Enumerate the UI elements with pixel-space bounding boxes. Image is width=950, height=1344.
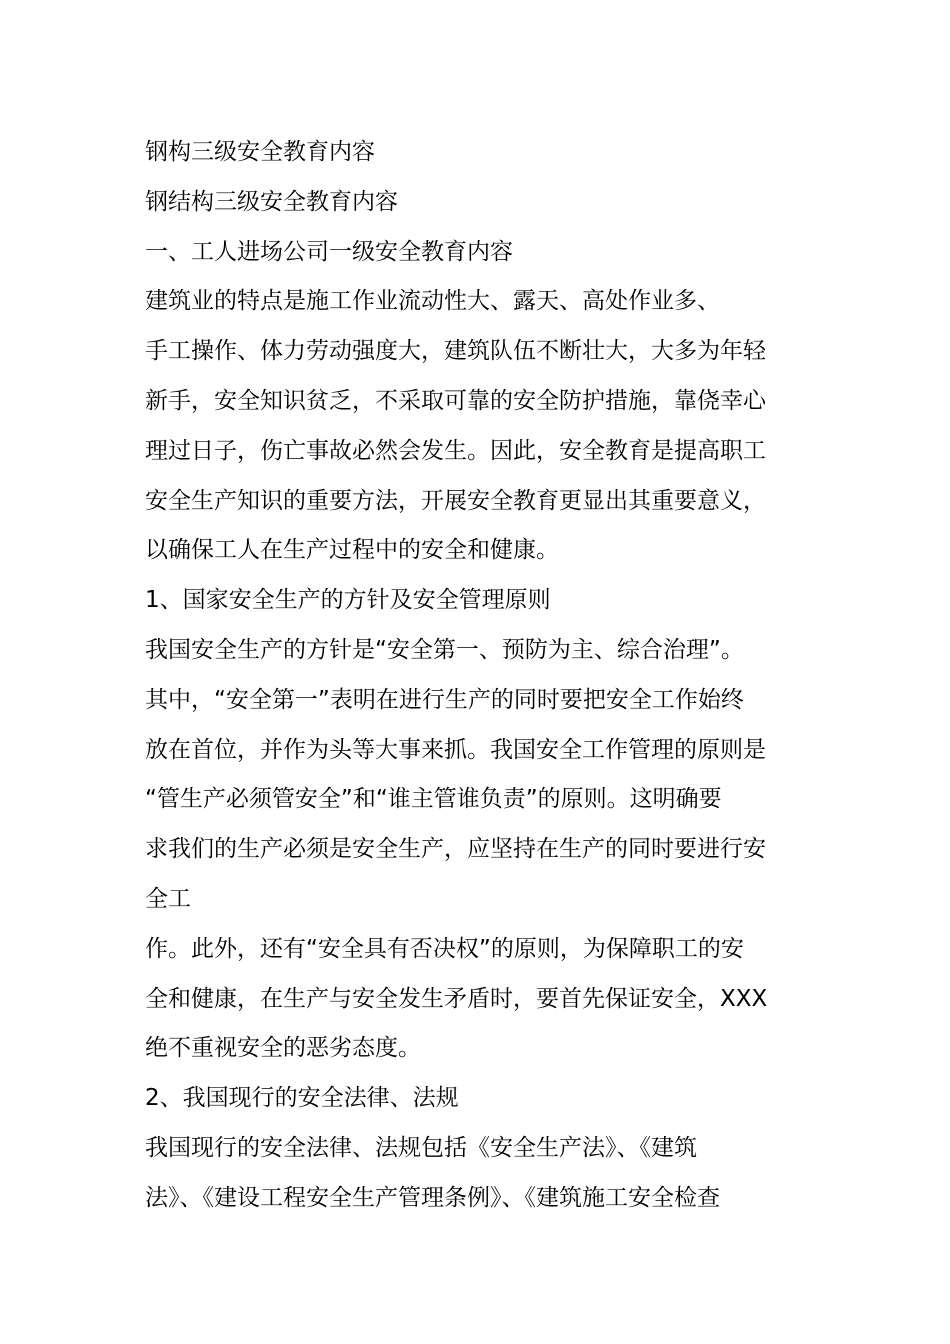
paragraph-line: 其中，“安全第一”表明在进行生产的同时要把安全工作始终 xyxy=(145,686,744,713)
subsection-heading-2: 2、我国现行的安全法律、法规 xyxy=(145,1085,459,1112)
document-title: 钢构三级安全教育内容 xyxy=(145,139,375,165)
paragraph-line: 新手，安全知识贫乏，不采取可靠的安全防护措施，靠侥幸心 xyxy=(145,387,766,414)
paragraph-line: 手工操作、体力劳动强度大，建筑队伍不断壮大，大多为年轻 xyxy=(145,338,766,365)
section-heading-1: 一、工人进场公司一级安全教育内容 xyxy=(145,238,513,265)
subsection-heading-1: 1、国家安全生产的方针及安全管理原则 xyxy=(145,587,551,614)
paragraph-line: 以确保工人在生产过程中的安全和健康。 xyxy=(145,537,559,564)
paragraph-line: 全和健康，在生产与安全发生矛盾时，要首先保证安全，XXX xyxy=(145,985,768,1012)
paragraph-line: 建筑业的特点是施工作业流动性大、露天、高处作业多、 xyxy=(145,288,720,315)
paragraph-line: 我国现行的安全法律、法规包括《安全生产法》、《建筑 xyxy=(145,1134,697,1161)
document-body xyxy=(145,128,815,1224)
paragraph-line: 全工 xyxy=(145,885,191,912)
paragraph-line: 安全生产知识的重要方法，开展安全教育更显出其重要意义， xyxy=(145,487,766,514)
paragraph-line: 放在首位，并作为头等大事来抓。我国安全工作管理的原则是 xyxy=(145,736,766,763)
paragraph-line: 我国安全生产的方针是“安全第一、预防为主、综合治理”。 xyxy=(145,636,744,663)
paragraph-line: 作。此外，还有“安全具有否决权”的原则，为保障职工的安 xyxy=(145,935,744,962)
paragraph-line: “管生产必须管安全”和“谁主管谁负责”的原则。这明确要 xyxy=(145,786,722,813)
paragraph-line: 求我们的生产必须是安全生产，应坚持在生产的同时要进行安 xyxy=(145,836,766,863)
paragraph-line: 绝不重视安全的恶劣态度。 xyxy=(145,1035,421,1062)
document-subtitle: 钢结构三级安全教育内容 xyxy=(145,188,398,215)
paragraph-line: 法》、《建设工程安全生产管理条例》、《建筑施工安全检查 xyxy=(145,1184,720,1211)
paragraph-line: 理过日子，伤亡事故必然会发生。因此，安全教育是提高职工 xyxy=(145,437,766,464)
